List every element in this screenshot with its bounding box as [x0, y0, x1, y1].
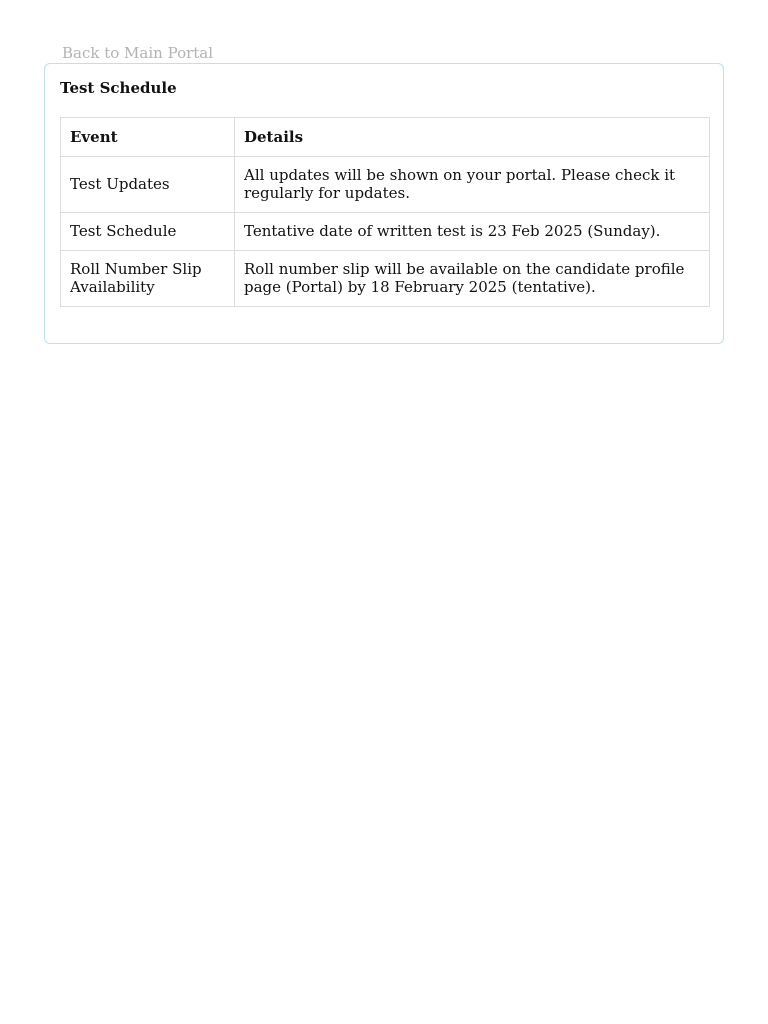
section-title: Test Schedule	[60, 79, 177, 97]
back-to-main-portal-link[interactable]: Back to Main Portal	[62, 44, 231, 62]
table-row	[61, 251, 710, 307]
table-header-row	[61, 118, 710, 157]
details-cell: Tentative date of written test is 23 Feb 2025 (Sunday).	[235, 213, 710, 251]
details-cell: Roll number slip will be available on the candidate profile page (Portal) by 18 February 2025 (tentative).	[235, 251, 710, 307]
table-row	[61, 157, 710, 213]
column-header-details: Details	[235, 118, 710, 157]
event-cell: Roll Number Slip Availability	[61, 251, 235, 307]
test-schedule-card	[44, 63, 724, 344]
event-cell: Test Schedule	[61, 213, 235, 251]
details-cell: All updates will be shown on your portal. Please check it regularly for updates.	[235, 157, 710, 213]
column-header-event: Event	[61, 118, 235, 157]
table-row	[61, 213, 710, 251]
schedule-table	[60, 117, 710, 307]
event-cell: Test Updates	[61, 157, 235, 213]
